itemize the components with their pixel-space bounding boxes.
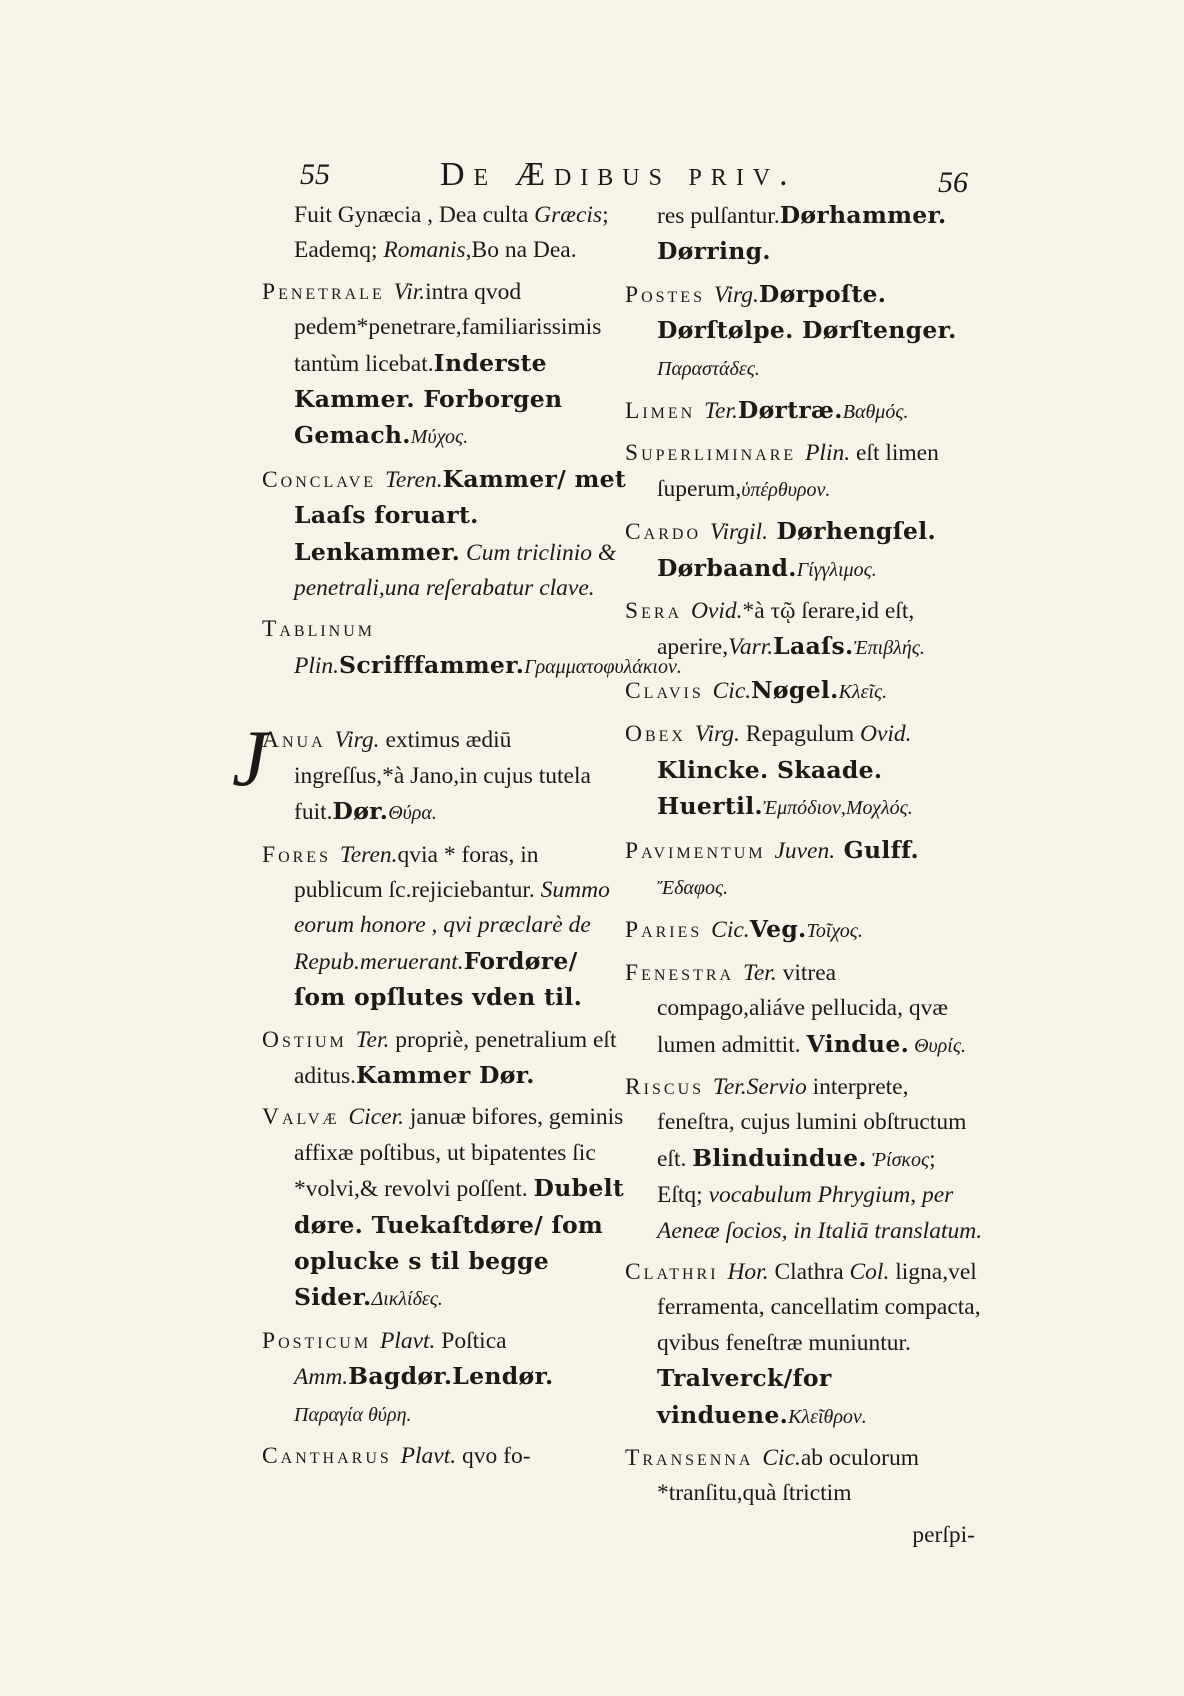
text-italic: Ter. (742, 959, 777, 986)
text-latin: res pulſantur. (657, 203, 780, 229)
text-lemma: Superliminare (625, 440, 806, 467)
text-german: Fordøre/ſom opſlutes vden til. (294, 946, 583, 1012)
text-italic: Plin. (294, 652, 340, 679)
text-italic: Græcis (534, 202, 603, 228)
text-german: Gulff. (835, 835, 920, 864)
text-italic: Col. (849, 1258, 890, 1285)
dictionary-entry (625, 277, 985, 387)
right-page-number: 56 (938, 166, 968, 199)
text-lemma: Posticum (262, 1327, 380, 1354)
dictionary-entry (625, 436, 985, 508)
text-italic: Amm. (294, 1364, 349, 1391)
text-latin: Poſtica (435, 1327, 507, 1354)
text-italic: Vir. (393, 278, 426, 305)
text-lemma: Riscus (625, 1073, 713, 1100)
dictionary-entry (625, 393, 985, 430)
text-lemma: Clavis (625, 677, 713, 704)
text-italic: Romanis (383, 237, 466, 264)
text-latin: extimus ædiū ingreſſus,*à Jano,in cujus tutela fuit. (294, 727, 591, 826)
text-latin: januæ bifores, geminis affixæ poſtibus, ut bipatentes ſic *volvi,& revolvi poſſent. (294, 1104, 624, 1203)
dictionary-entry (625, 1255, 985, 1435)
text-latin: *à τῷ ſerare,id eſt, aperire, (657, 598, 915, 661)
text-latin: ,Bo na Dea. (465, 237, 577, 264)
dictionary-entry (625, 594, 985, 667)
drop-capital: J (232, 715, 268, 804)
text-latin: qvia * foras, in publicum ſc.rejiciebantur. (294, 841, 541, 903)
text-lemma: Sera (625, 598, 691, 625)
text-italic: Cic. (711, 917, 750, 944)
dictionary-entry (625, 673, 985, 710)
text-german: Kammer/ met Laaſs foruart. Lenkammer. (294, 464, 627, 566)
text-lemma: Clathri (625, 1258, 728, 1285)
text-latin: propriè, penetralium eſt aditus. (294, 1026, 617, 1089)
dictionary-entry (625, 716, 985, 826)
text-latin: Clathra (768, 1258, 850, 1285)
text-italic: Cicer. (348, 1104, 404, 1131)
text-greek: Γίγγλιμος. (796, 558, 877, 581)
text-german: Inderste Kammer. Forborgen Gemach. (294, 348, 563, 450)
dictionary-entry (625, 198, 985, 271)
text-german: Dørhammer. Dørring. (657, 201, 947, 266)
text-german: Tralverck/for vinduene. (657, 1364, 832, 1429)
text-german: Veg. (749, 915, 807, 944)
text-lemma: Transenna (625, 1445, 763, 1471)
text-italic: Teren. (339, 841, 398, 868)
catchword: perſpi- (912, 1521, 975, 1548)
text-lemma: Fores (262, 841, 340, 868)
text-german: Vindue. (806, 1029, 910, 1058)
text-italic: vocabulum Phrygium, per Aeneæ ſocios, in Italiā translatum. (657, 1182, 983, 1244)
text-greek: Θύρα. (388, 802, 437, 825)
text-latin: vitrea compago,aliáve pellucida, qvæ lumen admittit. (657, 959, 949, 1058)
text-italic: Cic. (712, 677, 752, 704)
dictionary-entry (625, 1070, 985, 1249)
dictionary-entry (262, 612, 682, 685)
text-italic: Ter.Servio (712, 1073, 807, 1100)
text-italic: Plavt. (379, 1327, 436, 1354)
dictionary-entry (625, 1441, 985, 1512)
left-page-number: 55 (300, 158, 330, 191)
text-lemma: Penetrale (262, 278, 394, 305)
text-italic: Cic. (762, 1445, 801, 1471)
text-italic: Teren. (384, 466, 443, 493)
text-greek: Ῥίσκος (866, 1148, 930, 1171)
text-italic: Plavt. (400, 1443, 457, 1469)
text-italic: Ter. (704, 398, 738, 425)
text-italic: Virg. (694, 721, 740, 748)
text-german: Nøgel. (751, 675, 839, 704)
text-italic: Juven. (774, 837, 836, 864)
text-greek: Ἐμπόδιον,Μοχλός. (762, 797, 913, 820)
text-german: Dør. (332, 797, 389, 826)
text-italic: Virg. (713, 281, 759, 308)
text-lemma: Cardo (625, 519, 710, 546)
text-german: Scrifffammer. (339, 650, 525, 679)
dictionary-entry (262, 1100, 627, 1317)
text-latin: eſt limen ſuperum, (657, 440, 939, 502)
dictionary-entry (625, 514, 985, 588)
dictionary-entry (262, 462, 627, 607)
right-column (625, 198, 985, 1559)
text-italic: Ovid. (860, 721, 912, 748)
text-lemma: Postes (625, 281, 714, 308)
text-lemma: Limen (625, 398, 705, 425)
dictionary-entry (232, 715, 627, 831)
text-greek: Κλεῖς. (838, 680, 888, 703)
text-lemma: Obex (625, 721, 695, 748)
text-lemma: Paries (625, 917, 712, 944)
dictionary-entry (262, 1324, 627, 1433)
dictionary-entry (262, 275, 627, 456)
text-lemma: Cantharus (262, 1443, 401, 1469)
dictionary-entry (625, 956, 985, 1064)
text-italic: Ovid. (690, 598, 743, 625)
text-italic: Ter. (355, 1026, 390, 1053)
text-latin: ; Eſtq; (657, 1145, 936, 1209)
text-latin: ligna,vel ferramenta, cancellatim compacta, qvibus feneſtræ muniuntur. (657, 1258, 981, 1356)
text-latin: ab oculorum *tranſitu,quà ſtrictim (657, 1445, 919, 1507)
text-italic: Cum triclinio & penetrali,una reſerabatur clave. (294, 539, 617, 602)
text-latin: intra qvod pedem*penetrare,familiarissimis tantùm licebat. (294, 278, 602, 377)
text-greek: Γραμματοφυλάκιον. (524, 655, 682, 678)
text-greek: Ἔδαφος. (657, 876, 729, 899)
text-greek: Κλεῖθρον. (788, 1405, 867, 1428)
text-latin: interprete, feneſtra, cujus lumini obſtructum eſt. (657, 1073, 967, 1172)
text-italic: Varr. (728, 634, 774, 661)
text-german: Kammer Dør. (356, 1060, 535, 1089)
text-german: Klincke. Skaade. Huertil. (657, 755, 883, 821)
dictionary-entry (262, 1023, 627, 1095)
dictionary-entry (262, 198, 627, 269)
text-lemma: Ostium (262, 1026, 356, 1053)
text-italic: Plin. (805, 440, 851, 467)
text-german: Dørhengſel. Dørbaand. (657, 517, 936, 582)
text-italic: Summo eorum honore , qvi præclarè de Repub.meruerant. (294, 876, 610, 975)
text-greek: ὑπέρθυρον. (741, 478, 831, 501)
text-greek: Παραστάδες. (657, 357, 760, 380)
text-lemma: Conclave (262, 466, 385, 493)
dictionary-entry (262, 1439, 627, 1474)
text-italic: Virg. (334, 727, 380, 754)
text-italic: Virgil. (709, 519, 768, 546)
text-lemma: Fenestra (625, 959, 743, 986)
text-german: Dubelt døre. Tuekaſtdøre/ ſom oplucke s til begge Sider. (294, 1174, 624, 1312)
text-lemma: Anua (262, 727, 335, 754)
text-latin: Fuit Gynæcia , Dea culta (294, 202, 535, 228)
text-german: Bagdør.Lendør. (348, 1362, 554, 1391)
text-greek: Δικλίδες. (371, 1288, 443, 1311)
text-german: Dørtræ. (737, 396, 843, 425)
text-german: Dørpoſte. Dørſtølpe. Dørſtenger. (657, 279, 957, 345)
dictionary-entry (625, 912, 985, 949)
text-italic: Hor. (727, 1258, 769, 1285)
text-latin: Repagulum (739, 721, 860, 748)
text-lemma: Tablinum (262, 616, 376, 643)
text-greek: Βαθμός. (842, 401, 909, 424)
text-lemma: Pavimentum (625, 837, 775, 864)
text-latin: qvo fo- (456, 1443, 531, 1469)
text-greek: Παραγία θύρη. (294, 1403, 412, 1426)
text-german: Laaſs. (773, 632, 854, 661)
text-lemma: Valvæ (262, 1104, 349, 1131)
dictionary-entry (625, 833, 985, 907)
text-german: Blinduindue. (692, 1143, 867, 1172)
text-greek: Μύχος. (410, 426, 469, 449)
text-greek: Ἐπιβλής. (853, 637, 925, 660)
text-latin: ; Eademq; (294, 202, 609, 264)
text-greek: Τοῖχος. (806, 920, 863, 943)
dictionary-entry (262, 838, 627, 1017)
text-greek: Θυρίς. (909, 1034, 966, 1057)
running-title: De Ædibus priv. (440, 156, 797, 193)
